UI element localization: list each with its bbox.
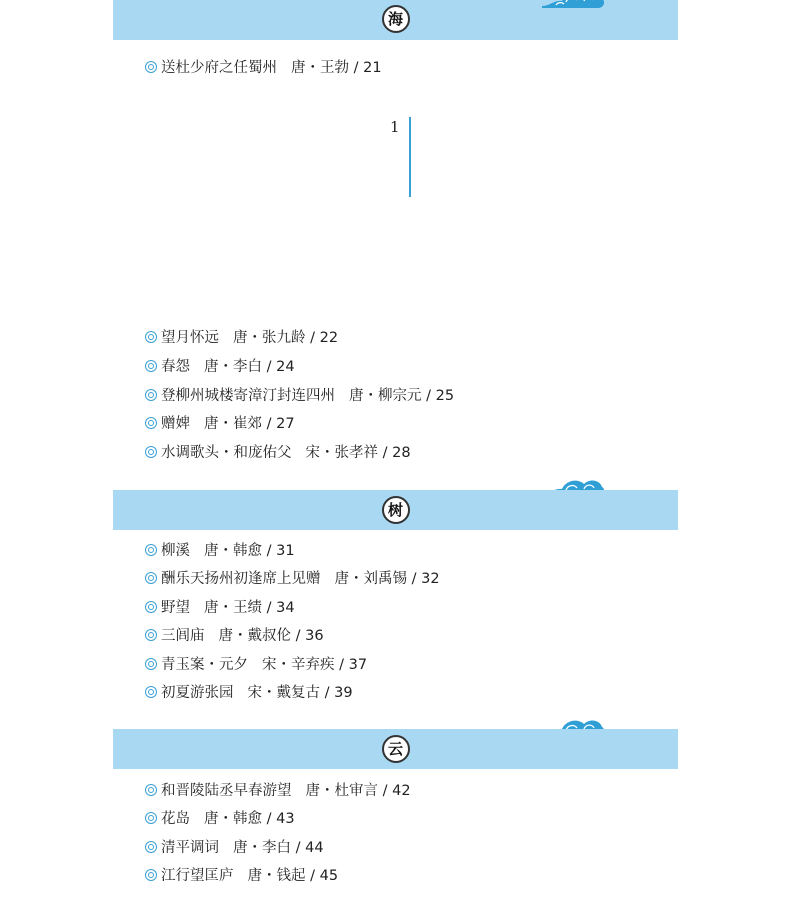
section-title: 海 bbox=[387, 9, 403, 28]
entry-title: 清平调词 bbox=[161, 840, 219, 856]
entry-title: 野望 bbox=[161, 600, 190, 616]
entry-author: 宋・辛弃疾 / 37 bbox=[262, 657, 368, 673]
double-circle-icon bbox=[145, 869, 157, 881]
entry-title: 赠婢 bbox=[161, 416, 190, 432]
toc-entry[interactable] bbox=[145, 540, 295, 562]
toc-entry[interactable] bbox=[145, 442, 411, 464]
entry-title: 和晋陵陆丞早春游望 bbox=[161, 783, 292, 799]
double-circle-icon bbox=[145, 572, 157, 584]
toc-entry[interactable] bbox=[145, 413, 295, 435]
section-seal bbox=[382, 5, 410, 33]
double-circle-icon bbox=[145, 841, 157, 853]
entry-title: 望月怀远 bbox=[161, 330, 219, 346]
entry-author: 唐・韩愈 / 31 bbox=[204, 543, 295, 559]
toc-entry[interactable] bbox=[145, 654, 367, 676]
entry-author: 唐・杜审言 / 42 bbox=[305, 783, 411, 799]
double-circle-icon bbox=[145, 417, 157, 429]
double-circle-icon bbox=[145, 629, 157, 641]
toc-entry[interactable] bbox=[145, 57, 382, 79]
entry-author: 唐・柳宗元 / 25 bbox=[349, 388, 455, 404]
entry-title: 柳溪 bbox=[161, 543, 190, 559]
entry-author: 宋・张孝祥 / 28 bbox=[305, 445, 411, 461]
entry-author: 唐・刘禹锡 / 32 bbox=[334, 571, 440, 587]
section-seal bbox=[382, 496, 410, 524]
toc-entry[interactable] bbox=[145, 625, 324, 647]
toc-entry[interactable] bbox=[145, 597, 295, 619]
entry-title: 送杜少府之任蜀州 bbox=[161, 60, 277, 76]
entry-title: 酬乐天扬州初逢席上见赠 bbox=[161, 571, 321, 587]
section-title: 云 bbox=[387, 739, 403, 758]
entry-author: 唐・李白 / 44 bbox=[233, 840, 324, 856]
entry-title: 江行望匡庐 bbox=[161, 868, 234, 884]
double-circle-icon bbox=[145, 61, 157, 73]
double-circle-icon bbox=[145, 658, 157, 670]
section-header-cloud bbox=[113, 729, 678, 769]
page-divider-line bbox=[409, 117, 411, 197]
double-circle-icon bbox=[145, 331, 157, 343]
toc-entry[interactable] bbox=[145, 385, 454, 407]
entry-author: 唐・王绩 / 34 bbox=[204, 600, 295, 616]
entry-author: 宋・戴复古 / 39 bbox=[247, 685, 353, 701]
double-circle-icon bbox=[145, 389, 157, 401]
section-header-tree bbox=[113, 490, 678, 530]
section-seal bbox=[382, 735, 410, 763]
double-circle-icon bbox=[145, 544, 157, 556]
toc-entry[interactable] bbox=[145, 356, 295, 378]
toc-entry[interactable] bbox=[145, 327, 338, 349]
toc-entry[interactable] bbox=[145, 837, 324, 859]
entry-author: 唐・钱起 / 45 bbox=[247, 868, 339, 884]
double-circle-icon bbox=[145, 812, 157, 824]
toc-entry[interactable] bbox=[145, 568, 440, 590]
entry-title: 花岛 bbox=[161, 811, 190, 827]
page-number: 1 bbox=[390, 118, 400, 136]
double-circle-icon bbox=[145, 784, 157, 796]
entry-author: 唐・崔郊 / 27 bbox=[204, 416, 295, 432]
entry-author: 唐・戴叔伦 / 36 bbox=[218, 628, 324, 644]
entry-author: 唐・王勃 / 21 bbox=[291, 60, 382, 76]
double-circle-icon bbox=[145, 446, 157, 458]
toc-entry[interactable] bbox=[145, 780, 411, 802]
entry-author: 唐・张九龄 / 22 bbox=[233, 330, 339, 346]
entry-title: 登柳州城楼寄漳汀封连四州 bbox=[161, 388, 335, 404]
toc-entry[interactable] bbox=[145, 808, 295, 830]
entry-title: 水调歌头・和庞佑父 bbox=[161, 445, 292, 461]
toc-entry[interactable] bbox=[145, 682, 353, 704]
toc-entry[interactable] bbox=[145, 865, 338, 887]
entry-title: 青玉案・元夕 bbox=[161, 657, 248, 673]
double-circle-icon bbox=[145, 601, 157, 613]
cloud-icon bbox=[540, 0, 606, 12]
entry-title: 三闾庙 bbox=[161, 628, 205, 644]
entry-author: 唐・韩愈 / 43 bbox=[204, 811, 295, 827]
section-title: 树 bbox=[387, 500, 403, 519]
entry-title: 初夏游张园 bbox=[161, 685, 234, 701]
double-circle-icon bbox=[145, 686, 157, 698]
entry-author: 唐・李白 / 24 bbox=[204, 359, 295, 375]
entry-title: 春怨 bbox=[161, 359, 190, 375]
double-circle-icon bbox=[145, 360, 157, 372]
